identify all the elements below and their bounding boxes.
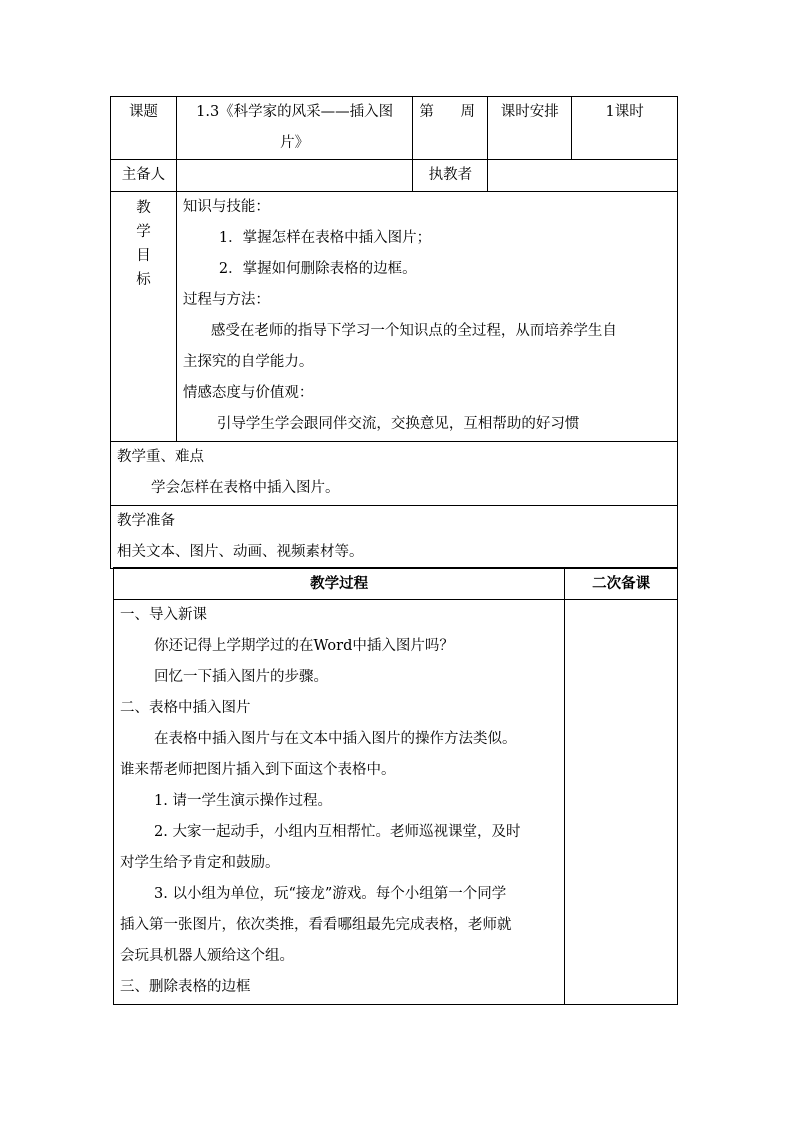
objectives-char-1: 教 <box>136 200 151 216</box>
lesson-plan-header-table <box>110 96 678 569</box>
process-content <box>114 600 565 1005</box>
key-points-text: 学会怎样在表格中插入图片。 <box>151 480 340 496</box>
teacher-label: 执教者 <box>413 160 488 192</box>
objectives-char-3: 目 <box>136 248 151 264</box>
revision-column-header: 二次备课 <box>565 568 678 600</box>
week-label-2: 周 <box>460 104 476 120</box>
topic-line-1: 1.3《科学家的风采——插入图 <box>196 104 394 120</box>
section-2-heading: 二、表格中插入图片 <box>120 700 251 716</box>
preparer-label: 主备人 <box>111 160 177 192</box>
step-3-line-3: 会玩具机器人颁给这个组。 <box>120 948 294 964</box>
step-2-line-2: 对学生给予肯定和鼓励。 <box>120 855 280 871</box>
teacher-value <box>488 160 678 192</box>
process-line-1: 感受在老师的指导下学习一个知识点的全过程，从而培养学生自 <box>210 323 617 339</box>
emotion-heading: 情感态度与价值观： <box>182 385 314 401</box>
objectives-content <box>176 192 677 442</box>
knowledge-item-2: 2．掌握如何删除表格的边框。 <box>218 261 417 277</box>
step-1: 1. 请一学生演示操作过程。 <box>154 793 332 809</box>
preparer-value <box>176 160 413 192</box>
section-2-intro-line-1: 在表格中插入图片与在文本中插入图片的操作方法类似。 <box>154 731 517 747</box>
process-line-2: 主探究的自学能力。 <box>182 354 314 370</box>
week-cell <box>413 97 488 160</box>
objectives-char-2: 学 <box>136 224 151 240</box>
topic-label: 课题 <box>111 97 177 160</box>
topic-line-2: 片》 <box>280 135 310 151</box>
section-1-line-1: 你还记得上学期学过的在Word中插入图片吗？ <box>154 638 454 654</box>
preparation-heading: 教学准备 <box>117 513 175 529</box>
knowledge-item-1: 1．掌握怎样在表格中插入图片； <box>218 230 432 246</box>
section-1-line-2: 回忆一下插入图片的步骤。 <box>154 669 328 685</box>
preparation-cell <box>111 506 678 569</box>
process-heading: 过程与方法： <box>182 292 270 308</box>
topic-value <box>176 97 413 160</box>
key-points-cell <box>111 442 678 506</box>
teaching-process-table <box>113 567 678 1005</box>
step-3-line-2: 插入第一张图片，依次类推，看看哪组最先完成表格，老师就 <box>120 917 512 933</box>
section-3-heading: 三、删除表格的边框 <box>120 979 251 995</box>
section-1-heading: 一、导入新课 <box>120 607 207 623</box>
section-2-intro-line-2: 谁来帮老师把图片插入到下面这个表格中。 <box>120 762 396 778</box>
schedule-label: 课时安排 <box>488 97 572 160</box>
objectives-char-4: 标 <box>136 272 151 288</box>
step-2-line-1: 2. 大家一起动手，小组内互相帮忙。老师巡视课堂，及时 <box>154 824 521 840</box>
revision-notes-cell <box>565 600 678 1005</box>
process-column-header: 教学过程 <box>114 568 565 600</box>
week-label-1: 第 <box>419 104 434 120</box>
schedule-value: 1课时 <box>572 97 678 160</box>
emotion-text: 引导学生学会跟同伴交流，交换意见，互相帮助的好习惯 <box>216 416 580 432</box>
objectives-label <box>111 192 177 442</box>
knowledge-heading: 知识与技能： <box>182 199 270 215</box>
preparation-text: 相关文本、图片、动画、视频素材等。 <box>117 544 364 560</box>
key-points-heading: 教学重、难点 <box>117 449 204 465</box>
step-3-line-1: 3. 以小组为单位，玩“接龙”游戏。每个小组第一个同学 <box>154 886 507 902</box>
